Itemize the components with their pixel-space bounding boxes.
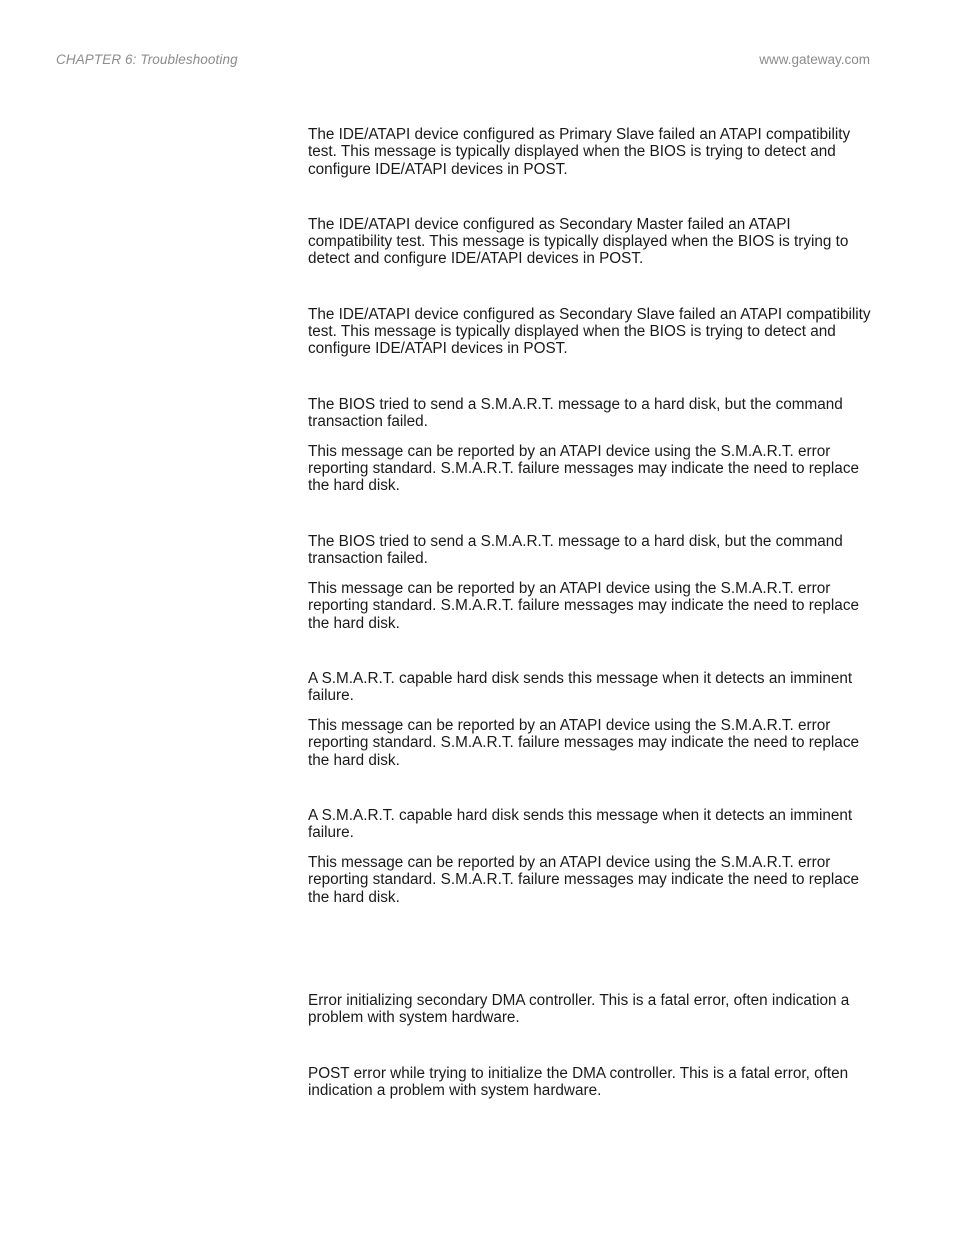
entry-secondary-dma-error	[308, 992, 873, 1027]
entry-description: Error initializing secondary DMA controller. This is a fatal error, often indication a problem with system hardware.	[308, 991, 850, 1027]
entry-description: The IDE/ATAPI device configured as Secondary Slave failed an ATAPI compatibility test. This message is typically displayed when the BIOS is trying to detect and configure IDE/ATAPI devices in POST.	[308, 305, 871, 358]
entry-secondary-slave	[308, 306, 873, 358]
entry-note: This message can be reported by an ATAPI device using the S.M.A.R.T. error reporting standard. S.M.A.R.T. failure messages may indicate the need to replace the hard disk.	[308, 442, 859, 495]
entry-smart-imminent-failure-2	[308, 807, 873, 906]
entry-primary-slave	[308, 126, 873, 178]
entry-dma-init-error	[308, 1065, 873, 1100]
entry-note: This message can be reported by an ATAPI device using the S.M.A.R.T. error reporting standard. S.M.A.R.T. failure messages may indicate the need to replace the hard disk.	[308, 579, 859, 632]
entry-description: The BIOS tried to send a S.M.A.R.T. message to a hard disk, but the command transaction failed.	[308, 395, 843, 430]
entry-note: This message can be reported by an ATAPI device using the S.M.A.R.T. error reporting standard. S.M.A.R.T. failure messages may indicate the need to replace the hard disk.	[308, 854, 859, 906]
entry-note: This message can be reported by an ATAPI device using the S.M.A.R.T. error reporting standard. S.M.A.R.T. failure messages may indicate the need to replace the hard disk.	[308, 717, 859, 769]
entry-smart-command-failed-2	[308, 533, 873, 632]
running-header-website: www.gateway.com	[759, 52, 870, 67]
entry-description: A S.M.A.R.T. capable hard disk sends this message when it detects an imminent failure.	[308, 669, 853, 705]
error-descriptions	[308, 126, 873, 1099]
entry-description: The IDE/ATAPI device configured as Primary Slave failed an ATAPI compatibility test. This message is typically displayed when the BIOS is trying to detect and configure IDE/ATAPI devices in POST.	[308, 126, 851, 178]
entry-secondary-master	[308, 216, 873, 268]
entry-description: POST error while trying to initialize the DMA controller. This is a fatal error, often indication a problem with system hardware.	[308, 1064, 849, 1099]
entry-smart-command-failed-1	[308, 396, 873, 495]
entry-description: The IDE/ATAPI device configured as Secondary Master failed an ATAPI compatibility test. This message is typically displayed when the BIOS is trying to detect and configure IDE/ATAPI devices in POST.	[308, 215, 849, 268]
entry-description: A S.M.A.R.T. capable hard disk sends this message when it detects an imminent failure.	[308, 806, 853, 842]
running-header-chapter: CHAPTER 6: Troubleshooting	[56, 52, 238, 67]
entry-smart-imminent-failure-1	[308, 670, 873, 769]
entry-description: The BIOS tried to send a S.M.A.R.T. message to a hard disk, but the command transaction failed.	[308, 532, 843, 568]
